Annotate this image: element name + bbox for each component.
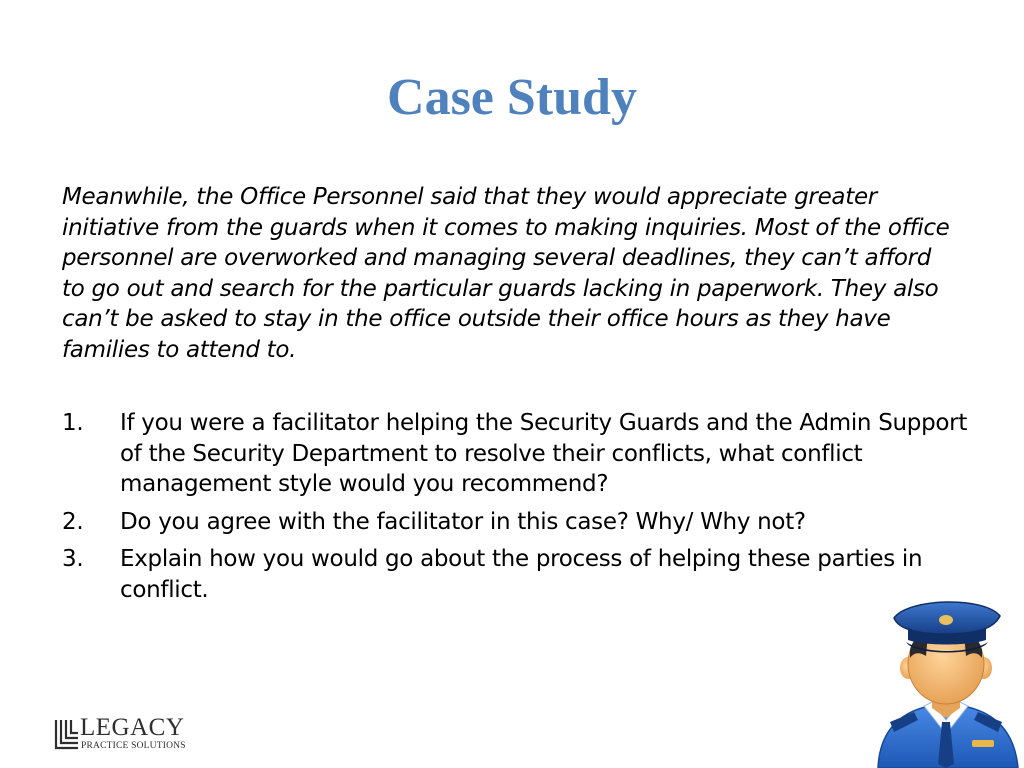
question-list <box>62 408 982 612</box>
list-item <box>62 544 982 605</box>
list-item <box>62 507 982 538</box>
list-item <box>62 408 982 500</box>
question-number: 1. <box>62 410 84 436</box>
intro-paragraph: Meanwhile, the Office Personnel said that they would appreciate greater initiative from the guards when it comes to making inquiries. Most of the office personnel are overworked and managing several deadlines, they can’t afford to go out and search for the particular guards lacking in paperwork. They also can’t be asked to stay in the office outside their office hours as they have families to attend to. <box>62 184 950 363</box>
slide-title: Case Study <box>387 69 637 126</box>
question-text: If you were a facilitator helping the Security Guards and the Admin Support of the Security Department to resolve their conflicts, what conflict management style would you recommend? <box>120 410 968 497</box>
question-text: Explain how you would go about the process of helping these parties in conflict. <box>120 546 923 603</box>
question-number: 2. <box>62 508 84 535</box>
legacy-logo <box>54 716 214 756</box>
question-text: Do you agree with the facilitator in this case? Why/ Why not? <box>120 508 806 535</box>
question-number: 3. <box>62 546 84 572</box>
security-guard-icon <box>868 594 1024 768</box>
logo-mark-icon <box>54 718 80 750</box>
logo-tagline: PRACTICE SOLUTIONS <box>81 741 186 751</box>
logo-name: LEGACY <box>80 714 185 741</box>
